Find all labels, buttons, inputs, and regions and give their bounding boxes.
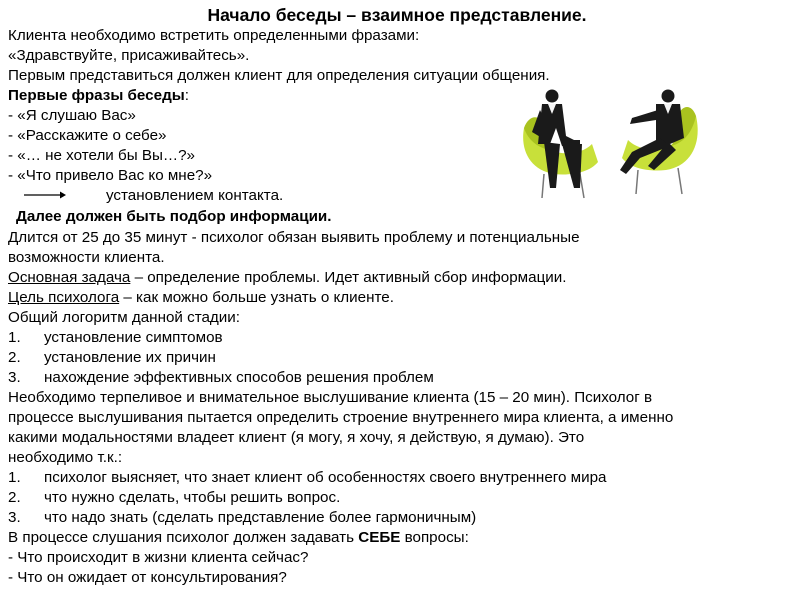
list-text: установление симптомов	[44, 329, 223, 346]
questions-intro-end: вопросы:	[400, 529, 469, 546]
list-text: что надо знать (сделать представление более гармоничным)	[44, 509, 477, 526]
list-text: нахождение эффективных способов решения проблем	[44, 369, 434, 386]
duration-line-1: Длится от 25 до 35 минут - психолог обязан выявить проблему и потенциальные	[8, 229, 580, 246]
listening-line-3: какими модальностями владеет клиент (я могу, я хочу, я действую, я думаю). Это	[8, 429, 585, 446]
listening-line-2: процессе выслушивания пытается определить строение внутреннего мира клиента, а именно	[8, 409, 674, 426]
question-item: - Что происходит в жизни клиента сейчас?	[8, 549, 309, 566]
goal-label: Цель психолога	[8, 289, 120, 306]
list-number: 2.	[8, 349, 21, 366]
list-text: психолог выясняет, что знает клиент об особенностях своего внутреннего мира	[44, 469, 607, 486]
phrase-item: - «Расскажите о себе»	[8, 127, 167, 144]
algorithm-item	[8, 348, 216, 368]
goal	[8, 288, 394, 308]
list-number: 3.	[8, 369, 21, 386]
arrow-text: установлением контакта.	[106, 187, 284, 205]
intro-line-1: Клиента необходимо встретить определенными фразами:	[8, 27, 420, 44]
algorithm-heading: Общий логоритм данной стадии:	[8, 309, 240, 326]
list-number: 1.	[8, 329, 21, 346]
reason-item	[8, 488, 340, 508]
phrases-heading-label: Первые фразы беседы	[8, 87, 185, 104]
duration-line-2: возможности клиента.	[8, 249, 165, 266]
intro-line-2: «Здравствуйте, присаживайтесь».	[8, 47, 250, 64]
next-step: Далее должен быть подбор информации.	[16, 208, 332, 225]
client-figure	[532, 90, 582, 189]
arrow-right-icon	[24, 186, 66, 206]
questions-intro-emphasis: СЕБЕ	[358, 529, 401, 546]
page-title: Начало беседы – взаимное представление.	[207, 5, 587, 25]
list-text: установление их причин	[44, 349, 216, 366]
list-number: 3.	[8, 509, 21, 526]
list-text: что нужно сделать, чтобы решить вопрос.	[44, 489, 341, 506]
main-task-text: – определение проблемы. Идет активный сбор информации.	[130, 269, 567, 286]
consultation-illustration	[520, 88, 700, 200]
listening-line-1: Необходимо терпеливое и внимательное выслушивание клиента (15 – 20 мин). Психолог в	[8, 389, 653, 406]
questions-intro-text: В процессе слушания психолог должен задавать	[8, 529, 359, 546]
phrase-item: - «Я слушаю Вас»	[8, 107, 136, 124]
list-number: 1.	[8, 469, 21, 486]
reason-item	[8, 468, 606, 488]
list-number: 2.	[8, 489, 21, 506]
listening-line-4: необходимо т.к.:	[8, 449, 123, 466]
questions-intro	[8, 528, 469, 548]
phrase-item: - «Что привело Вас ко мне?»	[8, 167, 213, 184]
phrases-heading-colon: :	[184, 87, 189, 104]
phrases-heading	[8, 86, 189, 106]
main-task	[8, 268, 566, 288]
intro-line-3: Первым представиться должен клиент для определения ситуации общения.	[8, 67, 550, 84]
goal-text: – как можно больше узнать о клиенте.	[119, 289, 394, 306]
question-item: - Что он ожидает от консультирования?	[8, 569, 287, 586]
algorithm-item	[8, 328, 223, 348]
phrase-item: - «… не хотели бы Вы…?»	[8, 147, 195, 164]
reason-item	[8, 508, 476, 528]
arrow-line	[24, 186, 283, 206]
algorithm-item	[8, 368, 434, 388]
main-task-label: Основная задача	[8, 269, 131, 286]
